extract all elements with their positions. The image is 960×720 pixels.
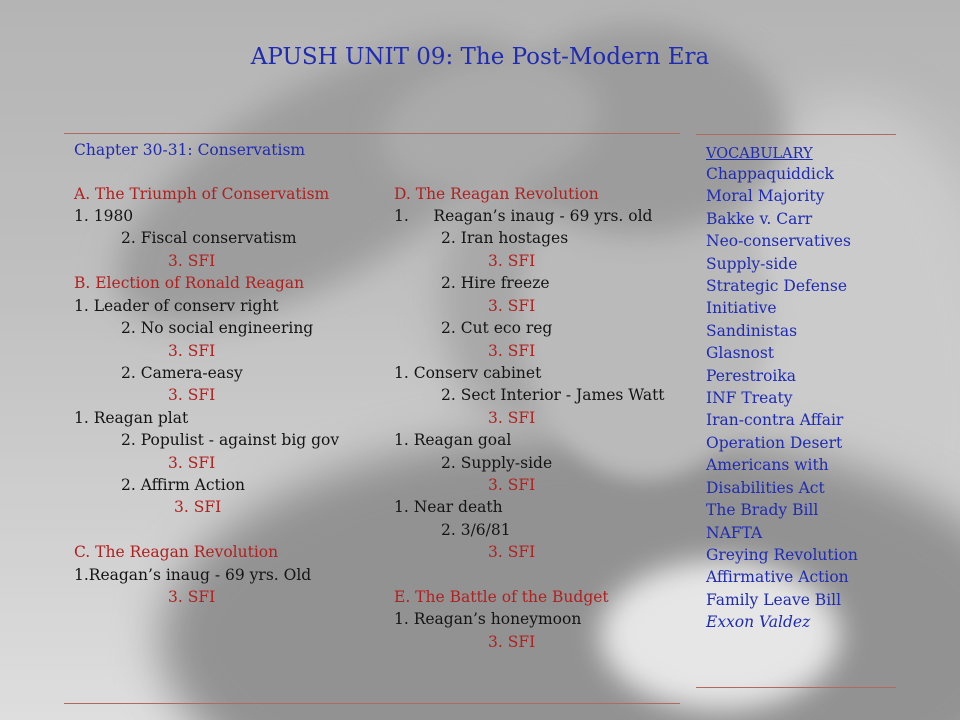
outline-item: 2. Supply-side: [441, 454, 553, 472]
vocabulary-term: Americans with: [706, 456, 829, 475]
outline-item: 2. 3/6/81: [441, 521, 511, 539]
outline-item-sfi: 3. SFI: [174, 498, 222, 516]
outline-item-sfi: 3. SFI: [168, 386, 216, 404]
outline-item-sfi: 3. SFI: [488, 633, 536, 651]
outline-item: 1. Conserv cabinet: [394, 364, 542, 382]
outline-item-sfi: 3. SFI: [488, 252, 536, 270]
outline-item-sfi: 3. SFI: [168, 588, 216, 606]
outline-item: 1. 1980: [74, 207, 134, 225]
vocabulary-term: Family Leave Bill: [706, 590, 842, 609]
outline-item-sfi: 3. SFI: [488, 409, 536, 427]
outline-item: 1. Leader of conserv right: [74, 297, 279, 315]
bottom-rule-main: [64, 703, 680, 704]
outline-item: 2. Sect Interior - James Watt: [441, 386, 665, 404]
outline-item: 1. Reagan’s honeymoon: [394, 610, 582, 628]
section-heading: E. The Battle of the Budget: [394, 588, 609, 606]
outline-item: 1. Reagan’s inaug - 69 yrs. old: [394, 207, 653, 225]
outline-item: 2. Fiscal conservatism: [121, 229, 297, 247]
outline-item-sfi: 3. SFI: [168, 454, 216, 472]
top-rule-main: [64, 133, 680, 134]
vocabulary-term: Glasnost: [706, 344, 775, 363]
vocabulary-term: Supply-side: [706, 254, 798, 273]
section-heading: A. The Triumph of Conservatism: [74, 185, 330, 203]
section-heading: C. The Reagan Revolution: [74, 543, 279, 561]
outline-item: 2. No social engineering: [121, 319, 314, 337]
vocabulary-term: Affirmative Action: [706, 568, 849, 587]
outline-item: 2. Hire freeze: [441, 274, 550, 292]
vocabulary-term: Initiative: [706, 299, 777, 318]
vocabulary-term: The Brady Bill: [706, 501, 819, 520]
section-heading: D. The Reagan Revolution: [394, 185, 599, 203]
vocabulary-term: Sandinistas: [706, 321, 798, 340]
vocabulary-term: Greying Revolution: [706, 545, 858, 564]
outline-item-sfi: 3. SFI: [488, 342, 536, 360]
outline-item: 1. Near death: [394, 498, 503, 516]
outline-item: 2. Affirm Action: [121, 476, 246, 494]
outline-item-sfi: 3. SFI: [488, 476, 536, 494]
vocabulary-term: Perestroika: [706, 366, 797, 385]
vocabulary-term: Moral Majority: [706, 187, 825, 206]
outline-item: 1.Reagan’s inaug - 69 yrs. Old: [74, 566, 312, 584]
outline-item: 2. Camera-easy: [121, 364, 243, 382]
outline-item-sfi: 3. SFI: [168, 252, 216, 270]
vocabulary-term: Exxon Valdez: [706, 613, 811, 632]
chapter-heading: Chapter 30-31: Conservatism: [74, 141, 306, 159]
vocabulary-term: INF Treaty: [706, 389, 793, 408]
vocabulary-term: Chappaquiddick: [706, 165, 834, 183]
outline-item: 2. Iran hostages: [441, 229, 569, 247]
outline-item: 2. Populist - against big gov: [121, 431, 340, 449]
section-heading: B. Election of Ronald Reagan: [74, 274, 305, 292]
vocabulary-term: Iran-contra Affair: [706, 411, 844, 430]
vocabulary-term: Bakke v. Carr: [706, 209, 813, 228]
vocabulary-term: Disabilities Act: [706, 478, 825, 497]
top-rule-vocab: [696, 134, 896, 135]
vocabulary-heading: VOCABULARY: [706, 146, 813, 162]
vocabulary-term: Operation Desert: [706, 433, 843, 452]
slide-title: APUSH UNIT 09: The Post-Modern Era: [250, 44, 710, 70]
outline-item: 2. Cut eco reg: [441, 319, 553, 337]
bottom-rule-vocab: [696, 687, 896, 688]
outline-item: 1. Reagan goal: [394, 431, 512, 449]
outline-item-sfi: 3. SFI: [168, 342, 216, 360]
vocabulary-term: NAFTA: [706, 523, 763, 542]
outline-item: 1. Reagan plat: [74, 409, 189, 427]
outline-item-sfi: 3. SFI: [488, 543, 536, 561]
vocabulary-term: Strategic Defense: [706, 277, 848, 296]
vocabulary-term: Neo-conservatives: [706, 232, 851, 251]
outline-item-sfi: 3. SFI: [488, 297, 536, 315]
vocabulary-list: [706, 163, 858, 634]
